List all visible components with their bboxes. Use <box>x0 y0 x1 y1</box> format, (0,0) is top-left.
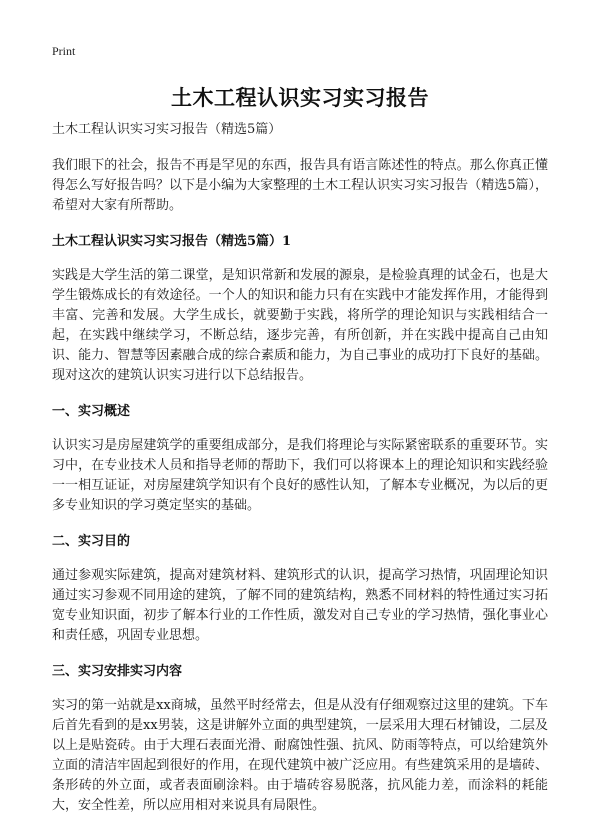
section-heading-arrangement: 三、实习安排实习内容 <box>52 664 183 679</box>
part-heading: 土木工程认识实习实习报告（精选5篇）1 <box>52 234 292 249</box>
section-heading-overview: 一、实习概述 <box>52 404 131 419</box>
section-text-arrangement: 实习的第一站就是xx商城，虽然平时经常去，但是从没有仔细观察过这里的建筑。下车后首先看到的是xx男装，这是讲解外立面的典型建筑，一层采用大理石材铺设，二层及以上是贴瓷砖。由于大理石表面光滑、耐腐蚀性强、抗风、防雨等特点，可以给建筑外立面的清洁牢固起到很好的作用，在现代建筑中被广泛应用。有些建筑采用的是墙砖、条形砖的外立面，或者表面刷涂料。由于墙砖容易脱落，抗风能力差，而涂料的耗能大，安全性差，所以应用相对来说具有局限性。 <box>52 698 548 813</box>
section-text-purpose: 通过参观实际建筑，提高对建筑材料、建筑形式的认识，提高学习热情，巩固理论知识通过实习参观不同用途的建筑，了解不同的建筑结构，熟悉不同材料的特性通过实习拓宽专业知识面，初步了解本行业的工作性质，激发对自己专业的学习热情，强化事业心和责任感，巩固专业思想。 <box>52 568 548 643</box>
paragraph-practice: 实践是大学生活的第二课堂，是知识常新和发展的源泉，是检验真理的试金石，也是大学生锻炼成长的有效途径。一个人的知识和能力只有在实践中才能发挥作用，才能得到丰富、完善和发展。大学生成长，就要勤于实践，将所学的理论知识与实践相结合一起，在实践中继续学习，不断总结，逐步完善，有所创新，并在实践中提高自己由知识、能力、智慧等因素融合成的综合素质和能力，为自己事业的成功打下良好的基础。现对这次的建筑认识实习进行以下总结报告。 <box>52 268 548 383</box>
document-subtitle: 土木工程认识实习实习报告（精选5篇） <box>52 122 282 137</box>
document-body <box>52 120 548 832</box>
document-title: 土木工程认识实习实习报告 <box>171 85 429 110</box>
section-heading-purpose: 二、实习目的 <box>52 534 131 549</box>
section-text-overview: 认识实习是房屋建筑学的重要组成部分，是我们将理论与实际紧密联系的重要环节。实习中，在专业技术人员和指导老师的帮助下，我们可以将课本上的理论知识和实践经验一一相互证证，对房屋建筑学知识有个良好的感性认知，了解本专业概况，为以后的更多专业知识的学习奠定坚实的基础。 <box>52 438 548 513</box>
print-link[interactable]: Print <box>52 44 76 58</box>
intro-paragraph: 我们眼下的社会，报告不再是罕见的东西，报告具有语言陈述性的特点。那么你真正懂得怎么写好报告吗？以下是小编为大家整理的土木工程认识实习实习报告（精选5篇），希望对大家有所帮助。 <box>52 158 548 213</box>
